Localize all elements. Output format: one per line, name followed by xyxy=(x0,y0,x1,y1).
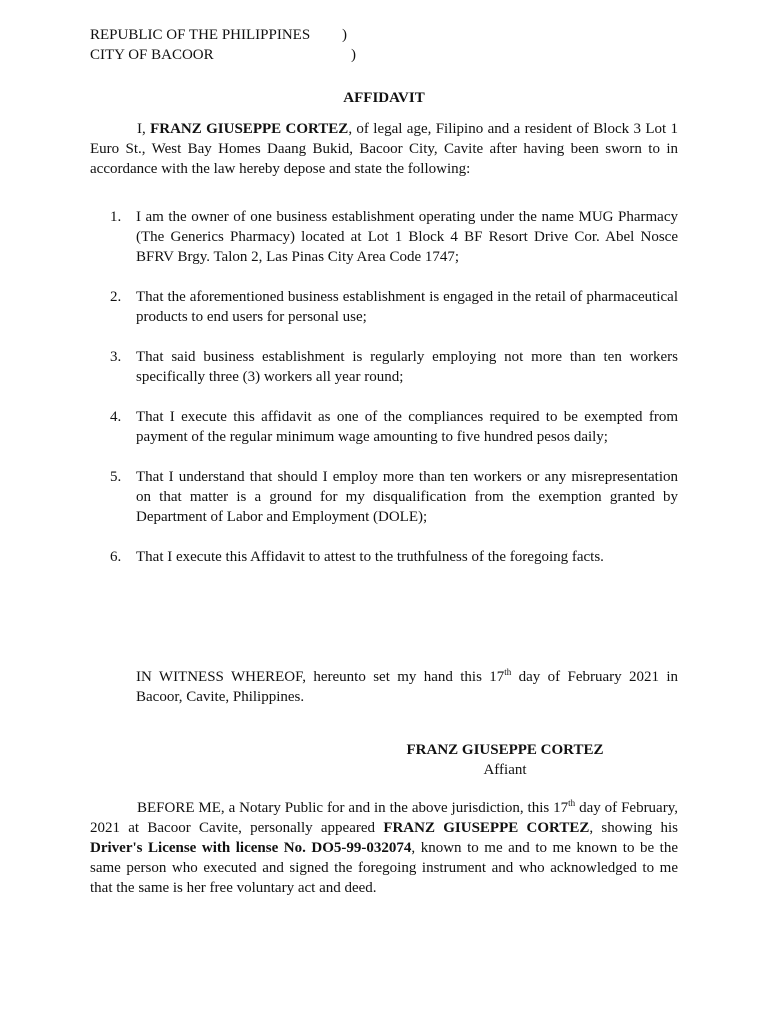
statement-text: I am the owner of one business establishment operating under the name MUG Pharmacy (The Generics Pharmacy) located at Lot 1 Block 4 BF Resort Drive Cor. Abel Nosce BFRV Brgy. Talon 2, Las Pinas City Area Code 1747; xyxy=(136,209,678,265)
venue-city-row xyxy=(90,45,390,65)
statement-number: 3. xyxy=(110,349,122,365)
notary-text-1: BEFORE ME, a Notary Public for and in the above jurisdiction, this 17 xyxy=(137,800,569,816)
notary-text-3: , showing his xyxy=(589,820,679,836)
venue-country: REPUBLIC OF THE PHILIPPINES xyxy=(90,27,311,43)
notary-text-2: day of February, 2021 at Bacoor Cavite, personally appeared xyxy=(90,800,678,836)
affiant-name-inline: FRANZ GIUSEPPE CORTEZ xyxy=(150,121,349,137)
statement-item xyxy=(90,347,678,387)
ordinal-suffix: th xyxy=(568,798,576,808)
signature-title: Affiant xyxy=(483,762,527,778)
statement-number: 2. xyxy=(110,289,122,305)
statement-number: 1. xyxy=(110,209,122,225)
notary-paragraph xyxy=(90,798,678,898)
document-title: AFFIDAVIT xyxy=(343,90,425,106)
signature-name: FRANZ GIUSEPPE CORTEZ xyxy=(406,742,604,758)
ordinal-suffix: th xyxy=(504,667,512,677)
statement-text: That I execute this Affidavit to attest to the truthfulness of the foregoing facts. xyxy=(136,549,604,565)
intro-paragraph xyxy=(90,119,678,179)
intro-rest: , of legal age, Filipino and a resident of Block 3 Lot 1 Euro St., West Bay Homes Daang Bukid, Bacoor City, Cavite after having been sworn to in accordance with the law hereby depose and state the following: xyxy=(90,121,679,177)
statement-item xyxy=(90,467,678,527)
statement-item xyxy=(90,207,678,267)
statement-number: 6. xyxy=(110,549,122,565)
statement-text: That I execute this affidavit as one of the compliances required to be exempted from payment of the regular minimum wage amounting to five hundred pesos daily; xyxy=(136,409,678,445)
statement-item xyxy=(90,407,678,447)
statement-item xyxy=(90,287,678,327)
statement-number: 5. xyxy=(110,469,122,485)
witness-after: day of February 2021 in Bacoor, Cavite, Philippines. xyxy=(136,669,678,705)
license-number: Driver's License with license No. DO5-99-032074 xyxy=(90,840,412,856)
statement-item xyxy=(90,547,678,567)
venue-country-row xyxy=(90,25,390,45)
venue-block xyxy=(90,25,390,65)
statement-text: That said business establishment is regularly employing not more than ten workers specifically three (3) workers all year round; xyxy=(136,349,678,385)
statement-list xyxy=(90,207,678,587)
notary-text-4: , known to me and to me known to be the same person who executed and signed the foregoing instrument and who acknowledged to me that the same is her free voluntary act and deed. xyxy=(90,840,679,896)
witness-before: IN WITNESS WHEREOF, hereunto set my hand this 17 xyxy=(136,669,505,685)
venue-paren: ) xyxy=(342,27,347,43)
statement-text: That the aforementioned business establishment is engaged in the retail of pharmaceutical products to end users for personal use; xyxy=(136,289,678,325)
venue-paren: ) xyxy=(351,47,356,63)
notary-affiant-name: FRANZ GIUSEPPE CORTEZ xyxy=(383,820,590,836)
witness-paragraph xyxy=(136,667,678,707)
statement-number: 4. xyxy=(110,409,122,425)
statement-text: That I understand that should I employ more than ten workers or any misrepresentation on that matter is a ground for my disqualification from the exemption granted by Department of Labor and Employment (DOLE); xyxy=(136,469,678,525)
venue-city: CITY OF BACOOR xyxy=(90,47,214,63)
intro-lead: I, xyxy=(137,121,151,137)
